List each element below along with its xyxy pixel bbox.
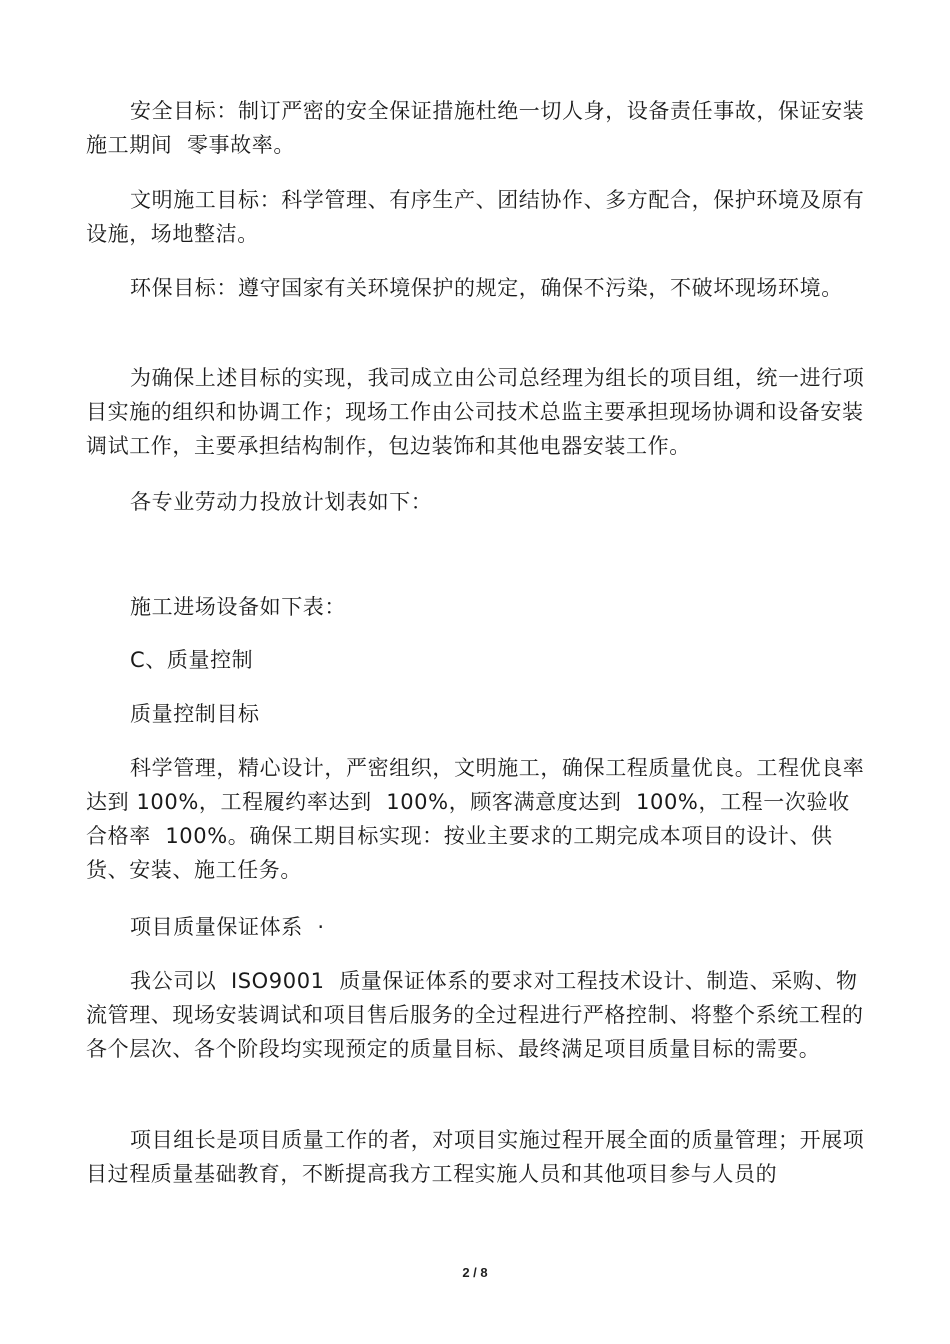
- page-number: 2 / 8: [462, 1265, 488, 1280]
- heading-quality-control-target: 质量控制目标: [130, 702, 260, 726]
- paragraph-equipment: 施工进场设备如下表：: [130, 595, 346, 619]
- heading-quality-control: C、质量控制: [130, 648, 254, 672]
- paragraph-environmental-goal: 环保目标：遵守国家有关环境保护的规定，确保不污染，不破坏现场环境。: [130, 276, 843, 300]
- heading-quality-assurance-system: 项目质量保证体系 ·: [130, 915, 325, 939]
- paragraph-quality-target: 科学管理，精心设计，严密组织，文明施工，确保工程质量优良。工程优良率达到 100%，工程履约率达到 100%，顾客满意度达到 100%，工程一次验收合格率 100%。确保工期目标实现：按业主要求的工期完成本项目的设计、供货、安装、施工任务。: [86, 756, 865, 882]
- paragraph-safety-goal: 安全目标：制订严密的安全保证措施杜绝一切人身，设备责任事故，保证安装施工期间 零事故率。: [86, 99, 865, 157]
- paragraph-iso9001: 我公司以 ISO9001 质量保证体系的要求对工程技术设计、制造、采购、物流管理、现场安装调试和项目售后服务的全过程进行严格控制、将整个系统工程的各个层次、各个阶段均实现预定的质量目标、最终满足项目质量目标的需要。: [86, 969, 864, 1061]
- paragraph-civilized-construction-goal: 文明施工目标：科学管理、有序生产、团结协作、多方配合，保护环境及原有设施，场地整洁。: [86, 188, 865, 246]
- paragraph-labor-plan: 各专业劳动力投放计划表如下：: [130, 490, 433, 514]
- paragraph-project-team: 为确保上述目标的实现，我司成立由公司总经理为组长的项目组，统一进行项目实施的组织和协调工作；现场工作由公司技术总监主要承担现场协调和设备安装调试工作，主要承担结构制作，包边装饰和其他电器安装工作。: [86, 366, 865, 458]
- paragraph-project-leader: 项目组长是项目质量工作的者，对项目实施过程开展全面的质量管理；开展项 目过程质量基础教育，不断提高我方工程实施人员和其他项目参与人员的: [86, 1128, 879, 1186]
